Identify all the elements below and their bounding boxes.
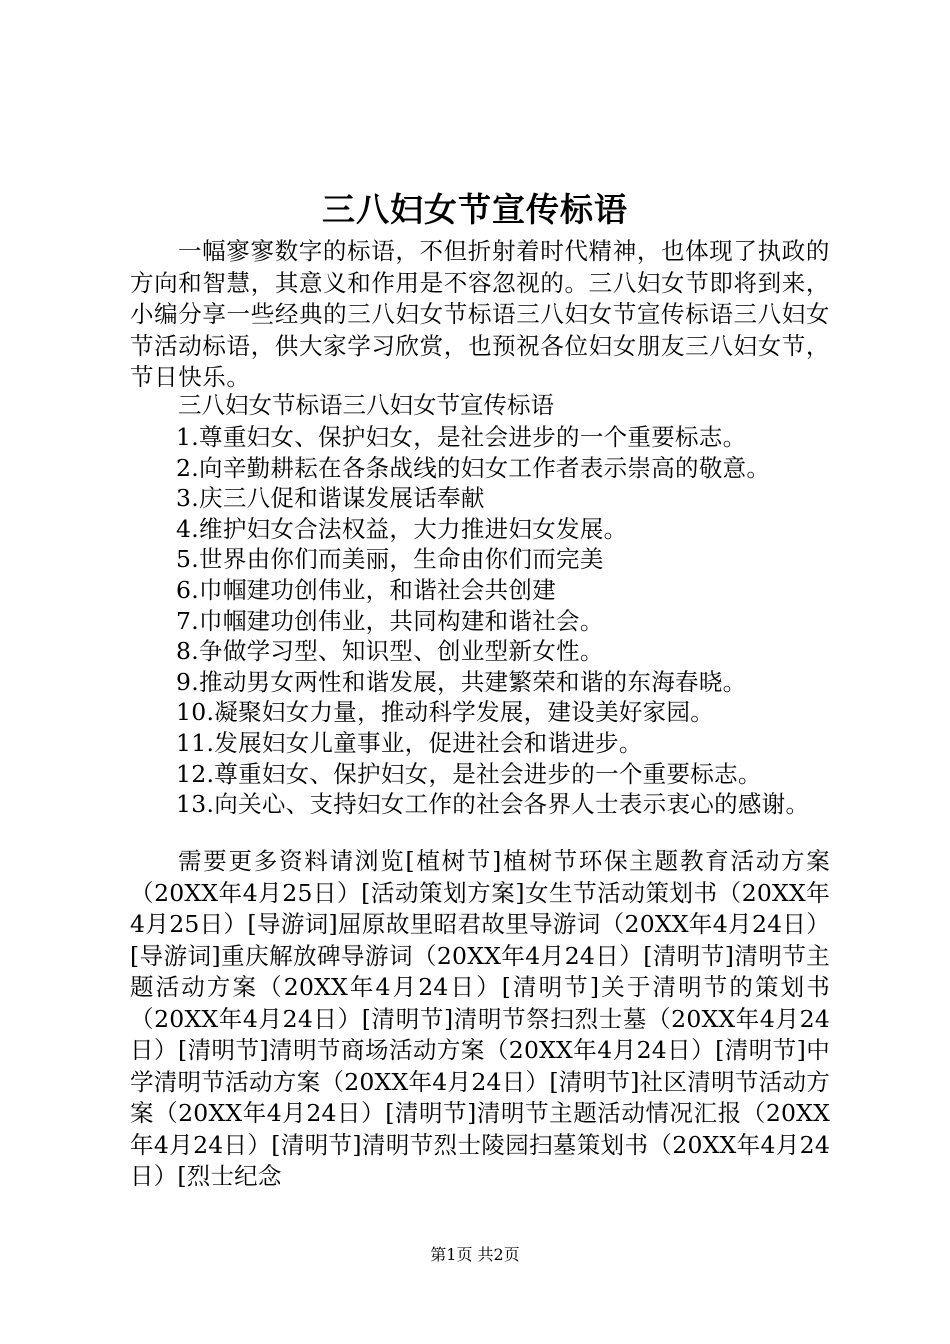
slogan-item: 9.推动男女两性和谐发展，共建繁荣和谐的东海春晓。 bbox=[176, 667, 747, 696]
slogan-item: 7.巾帼建功创伟业，共同构建和谐社会。 bbox=[176, 606, 604, 635]
slogan-item: 11.发展妇女儿童事业，促进社会和谐进步。 bbox=[176, 728, 643, 757]
page-title: 三八妇女节宣传标语 bbox=[322, 190, 628, 229]
slogan-list bbox=[176, 422, 809, 820]
slogan-item: 2.向辛勤耕耘在各条战线的妇女工作者表示崇高的敬意。 bbox=[176, 453, 771, 482]
slogan-item: 10.凝聚妇女力量，推动科学发展，建设美好家园。 bbox=[176, 698, 715, 727]
page-footer: 第1页 共2页 bbox=[430, 1245, 520, 1264]
more-resources-paragraph: 需要更多资料请浏览[植树节]植树节环保主题教育活动方案（20XX年4月25日）[活动策划方案]女生节活动策划书（20XX年4月25日）[导游词]屈原故里昭君故里导游词（20XX年4月24日）[导游词]重庆解放碑导游词（20XX年4月24日）[清明节]清明节主题活动方案（20XX年4月24日）[清明节]关于清明节的策划书（20XX年4月24日）[清明节]清明节祭扫烈士墓（20XX年4月24日）[清明节]清明节商场活动方案（20XX年4月24日）[清明节]中学清明节活动方案（20XX年4月24日）[清明节]社区清明节活动方案（20XX年4月24日）[清明节]清明节主题活动情况汇报（20XX年4月24日）[清明节]清明节烈士陵园扫墓策划书（20XX年4月24日）[烈士纪念 bbox=[130, 847, 830, 1190]
slogan-item: 6.巾帼建功创伟业，和谐社会共创建 bbox=[176, 575, 557, 604]
slogan-item: 12.尊重妇女、保护妇女，是社会进步的一个重要标志。 bbox=[176, 759, 762, 788]
slogan-item: 1.尊重妇女、保护妇女，是社会进步的一个重要标志。 bbox=[176, 423, 747, 451]
slogan-item: 13.向关心、支持妇女工作的社会各界人士表示衷心的感谢。 bbox=[176, 790, 810, 819]
slogan-subheading: 三八妇女节标语三八妇女节宣传标语 bbox=[178, 391, 554, 419]
slogan-item: 3.庆三八促和谐谋发展话奉献 bbox=[176, 484, 485, 513]
slogan-item: 4.维护妇女合法权益，大力推进妇女发展。 bbox=[176, 514, 628, 543]
intro-paragraph: 一幅寥寥数字的标语，不但折射着时代精神，也体现了执政的方向和智慧，其意义和作用是不容忽视的。三八妇女节即将到来，小编分享一些经典的三八妇女节标语三八妇女节宣传标语三八妇女节活动标语，供大家学习欣赏，也预祝各位妇女朋友三八妇女节，节日快乐。 bbox=[130, 237, 830, 391]
slogan-item: 8.争做学习型、知识型、创业型新女性。 bbox=[176, 637, 604, 666]
slogan-item: 5.世界由你们而美丽，生命由你们而完美 bbox=[176, 545, 604, 574]
